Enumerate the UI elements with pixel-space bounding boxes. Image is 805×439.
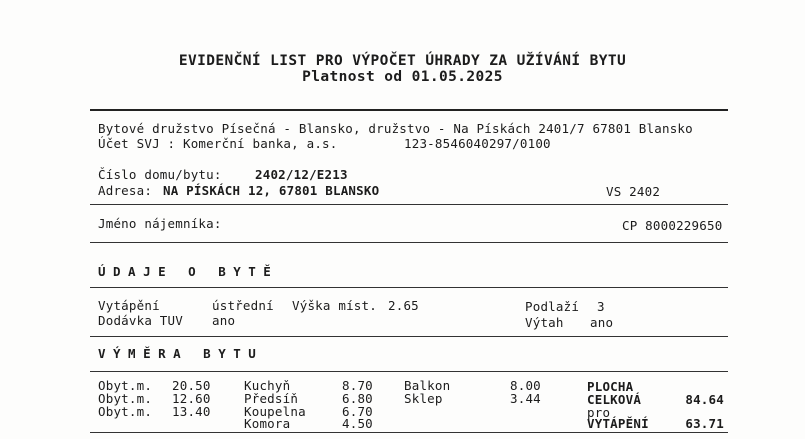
heating-area-value: 63.71	[685, 416, 724, 431]
floor-value: 3	[597, 299, 605, 314]
variable-symbol: VS 2402	[606, 184, 661, 199]
room-area: 4.50	[342, 416, 373, 431]
document-title: EVIDENČNÍ LIST PRO VÝPOČET ÚHRADY ZA UŽÍVÁNÍ BYTU	[178, 53, 627, 69]
account-label: Účet SVJ : Komerční banka, a.s.	[98, 136, 338, 151]
divider	[90, 287, 728, 288]
room-area: 6.70	[342, 404, 373, 419]
contract-number: CP 8000229650	[622, 218, 723, 233]
ceiling-height-label: Výška míst.	[292, 298, 377, 313]
flat-info-section-title: ÚDAJE O BYTĚ	[98, 264, 279, 279]
address-value: NA PÍSKÁCH 12, 67801 BLANSKO	[163, 183, 380, 198]
divider	[90, 204, 728, 205]
heating-area-label: pro	[587, 405, 611, 420]
hot-water-value: ano	[212, 313, 236, 328]
ceiling-height-value: 2.65	[388, 298, 419, 313]
living-room-area: 12.60	[172, 391, 211, 406]
divider	[90, 336, 728, 337]
flat-number-label: Číslo domu/bytu:	[98, 167, 222, 182]
flat-number-value: 2402/12/E213	[255, 167, 348, 182]
hot-water-label: Dodávka TUV	[98, 313, 183, 328]
elevator-label: Výtah	[525, 315, 564, 330]
room-label: Komora	[244, 416, 291, 431]
total-area-label: PLOCHA	[587, 379, 634, 394]
divider	[90, 109, 728, 111]
total-area-value: 84.64	[685, 392, 724, 407]
tenant-label: Jméno nájemníka:	[98, 216, 222, 231]
cellar-area: 3.44	[510, 391, 541, 406]
elevator-value: ano	[590, 315, 614, 330]
account-number: 123-8546040297/0100	[404, 136, 551, 151]
total-area-label: CELKOVÁ	[587, 392, 642, 407]
divider	[90, 371, 728, 372]
heating-value: ústřední	[212, 298, 274, 313]
room-area: 6.80	[342, 391, 373, 406]
divider	[90, 432, 728, 433]
room-label: Předsíň	[244, 391, 299, 406]
living-room-label: Obyt.m.	[98, 378, 153, 393]
cooperative-line: Bytové družstvo Písečná - Blansko, družstvo - Na Pískách 2401/7 67801 Blansko	[98, 121, 693, 136]
living-room-label: Obyt.m.	[98, 404, 153, 419]
balcony-label: Balkon	[404, 378, 451, 393]
balcony-area: 8.00	[510, 378, 541, 393]
room-label: Koupelna	[244, 404, 306, 419]
address-label: Adresa:	[98, 183, 153, 198]
cellar-label: Sklep	[404, 391, 443, 406]
living-room-area: 20.50	[172, 378, 211, 393]
floor-label: Podlaží	[525, 299, 580, 314]
living-room-area: 13.40	[172, 404, 211, 419]
heating-area-label: VYTÁPĚNÍ	[587, 416, 649, 431]
heating-label: Vytápění	[98, 298, 160, 313]
validity-date: Platnost od 01.05.2025	[302, 69, 503, 85]
area-section-title: VÝMĚRA BYTU	[98, 346, 264, 361]
room-area: 8.70	[342, 378, 373, 393]
living-room-label: Obyt.m.	[98, 391, 153, 406]
divider	[90, 242, 728, 243]
room-label: Kuchyň	[244, 378, 291, 393]
